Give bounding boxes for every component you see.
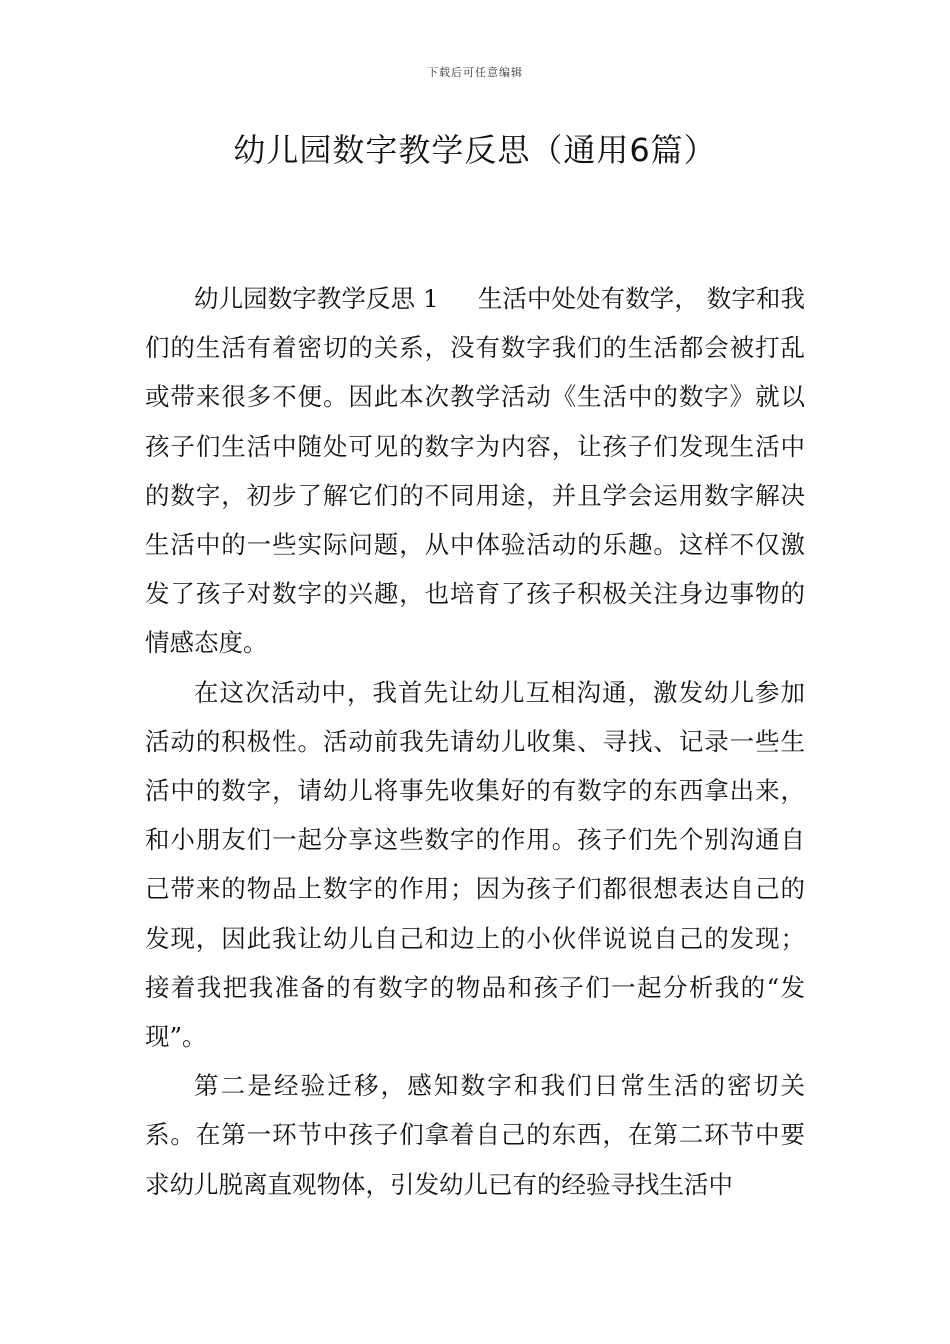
header-note: 下载后可任意编辑 bbox=[427, 66, 523, 79]
document-title: 幼儿园数字教学反思（通用6篇） bbox=[233, 131, 717, 169]
section-label: 幼儿园数字教学反思 1 bbox=[194, 284, 439, 313]
document-body bbox=[145, 274, 805, 1209]
paragraph-1 bbox=[145, 274, 805, 668]
paragraph-1-text: 生活中处处有数学， 数字和我们的生活有着密切的关系，没有数字我们的生活都会被打乱或带来很多不便。因此本次教学活动《生活中的数字》就以孩子们生活中随处可见的数字为内容，让孩子们发现生活中的数字，初步了解它们的不同用途，并且学会运用数字解决生活中的一些实际问题，从中体验活动的乐趣。这样不仅激发了孩子对数字的兴趣，也培育了孩子积极关注身边事物的情感态度。 bbox=[145, 284, 805, 658]
paragraph-2: 在这次活动中，我首先让幼儿互相沟通，激发幼儿参加活动的积极性。活动前我先请幼儿收集、寻找、记录一些生活中的数字，请幼儿将事先收集好的有数字的东西拿出来，和小朋友们一起分享这些数字的作用。孩子们先个别沟通自己带来的物品上数字的作用；因为孩子们都很想表达自己的发现，因此我让幼儿自己和边上的小伙伴说说自己的发现；接着我把我准备的有数字的物品和孩子们一起分析我的“发现”。 bbox=[145, 677, 805, 1052]
paragraph-3: 第二是经验迁移，感知数字和我们日常生活的密切关系。在第一环节中孩子们拿着自己的东西，在第二环节中要求幼儿脱离直观物体，引发幼儿已有的经验寻找生活中 bbox=[145, 1071, 805, 1199]
